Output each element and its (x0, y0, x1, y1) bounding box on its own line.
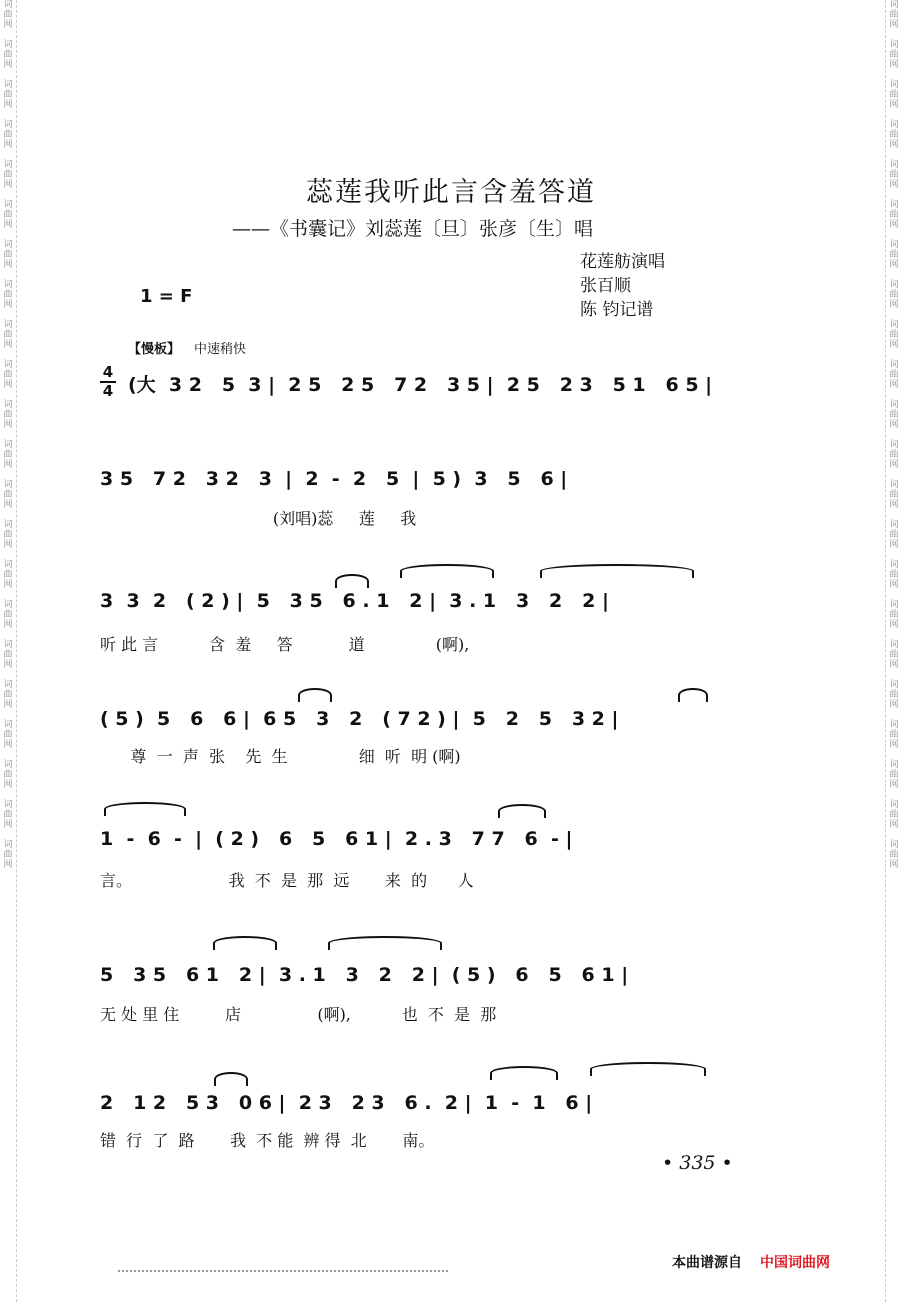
footer-label: 本曲谱源自 (672, 1255, 742, 1271)
time-signature (100, 364, 116, 400)
system-notes: 5 3 5 6 1 2 | 3 . 1 3 2 2 | ( 5 ) 6 5 6 1 | (100, 964, 629, 986)
left-watermark-strip: 词 曲 网 词 曲 网 词 曲 网 词 曲 网 词 曲 网 词 曲 网 词 曲 网 词 曲 网 词 曲 网 词 曲 网 词 曲 网 词 曲 网 词 曲 网 词 曲 网 词 曲 网 词 曲 网 词 曲 网 词 曲 网 词 曲 网 词 曲 网 词 曲 网 词 曲 网 (2, 0, 17, 1302)
system-lyrics: 无 处 里 住 店 (啊), 也 不 是 那 (100, 1005, 497, 1024)
footer-brand-link[interactable]: 中国词曲网 (760, 1255, 830, 1271)
timesig-top: 4 (102, 363, 114, 381)
system-notes: 2 1 2 5 3 0 6 | 2 3 2 3 6 . 2 | 1 - 1 6 | (100, 1092, 593, 1114)
key-signature: 1 = F (140, 286, 193, 307)
system-lyrics: 错 行 了 路 我 不 能 辨 得 北 南。 (100, 1131, 435, 1150)
credits (580, 250, 665, 322)
footer-source (672, 1252, 830, 1272)
system-notes: 1 - 6 - | ( 2 ) 6 5 6 1 | 2 . 3 7 7 6 - | (100, 828, 573, 850)
system-lyrics: 听 此 言 含 羞 答 道 (啊), (100, 635, 470, 654)
song-subtitle: ——《书囊记》刘蕊莲〔旦〕张彦〔生〕唱 (232, 218, 594, 240)
credit-singer: 花莲舫演唱 (580, 252, 665, 272)
system-notes: ( 5 ) 5 6 6 | 6 5 3 2 ( 7 2 ) | 5 2 5 3 2 | (100, 708, 619, 730)
tempo-desc: 中速稍快 (194, 342, 247, 357)
scan-artifact-line (118, 1270, 448, 1272)
page-number: • 335 • (662, 1152, 733, 1174)
system-notes: 3 3 2 ( 2 ) | 5 3 5 6 . 1 2 | 3 . 1 3 2 2 | (100, 590, 609, 612)
tempo-marking (128, 338, 246, 357)
tempo-label: 【慢板】 (128, 342, 181, 357)
credit-singer2: 张百顺 (580, 276, 631, 296)
right-watermark-strip: 词 曲 网 词 曲 网 词 曲 网 词 曲 网 词 曲 网 词 曲 网 词 曲 网 词 曲 网 词 曲 网 词 曲 网 词 曲 网 词 曲 网 词 曲 网 词 曲 网 词 曲 网 词 曲 网 词 曲 网 词 曲 网 词 曲 网 词 曲 网 词 曲 网 词 曲 网 (885, 0, 900, 1302)
credit-transcriber: 陈 钧记谱 (580, 300, 654, 320)
system-notes: 3 5 7 2 3 2 3 | 2 - 2 5 | 5 ) 3 5 6 | (100, 468, 568, 490)
song-title: 蕊莲我听此言含羞答道 (306, 177, 596, 208)
system-lyrics: 尊 一 声 张 先 生 细 听 明 (啊) (100, 747, 461, 766)
system-notes: (大 3 2 5 3 | 2 5 2 5 7 2 3 5 | 2 5 2 3 5 1 6 5 | (128, 374, 713, 396)
system-lyrics: 言。 我 不 是 那 远 来 的 人 (100, 871, 474, 890)
timesig-bottom: 4 (102, 382, 114, 400)
system-lyrics: (刘唱)蕊 莲 我 (100, 509, 417, 528)
